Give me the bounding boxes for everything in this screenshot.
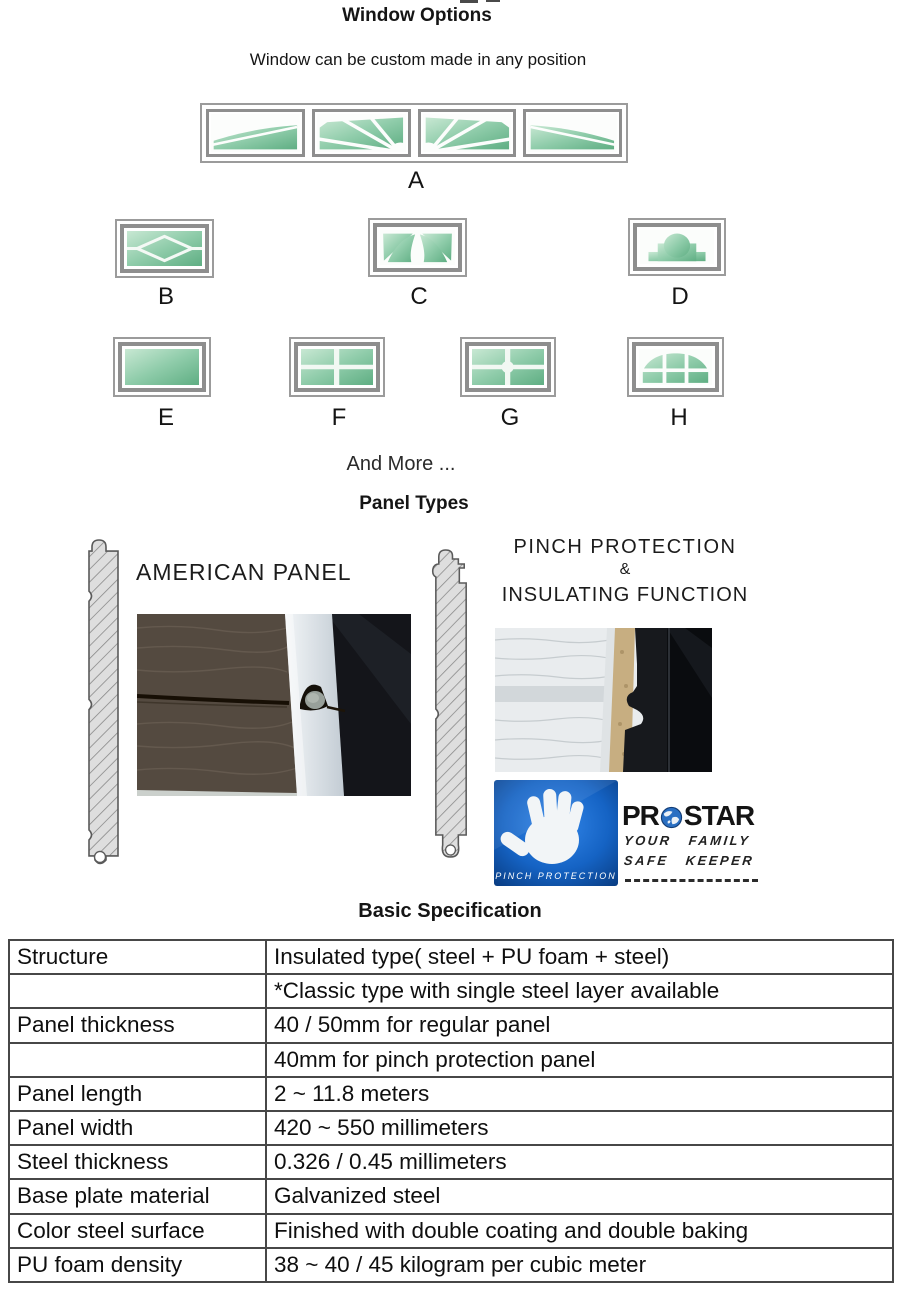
spec-label [9, 1043, 266, 1077]
window-label-f: F [331, 404, 347, 431]
globe-icon [660, 806, 683, 829]
cropped-text-artifact [486, 0, 500, 2]
spec-label: Panel width [9, 1111, 266, 1145]
window-label-b: B [157, 283, 174, 310]
table-row [9, 1077, 893, 1111]
insulating-function-heading: INSULATING FUNCTION [501, 584, 749, 606]
window-label-e: E [157, 404, 174, 431]
page-title: Window Options [342, 5, 492, 26]
window-subtitle: Window can be custom made in any position [249, 50, 587, 69]
spec-label: Structure [9, 940, 266, 974]
window-option-e [113, 337, 211, 397]
window-option-b [115, 219, 214, 278]
specification-table [8, 939, 894, 1283]
table-row [9, 1248, 893, 1282]
table-row [9, 1111, 893, 1145]
window-option-d [628, 218, 726, 276]
window-label-g: G [500, 404, 520, 431]
spec-value: Galvanized steel [266, 1179, 893, 1213]
window-label-h: H [670, 404, 688, 431]
pinch-protection-logo [494, 780, 618, 886]
spec-value: 40 / 50mm for regular panel [266, 1008, 893, 1042]
window-label-d: D [671, 283, 689, 310]
table-row [9, 1179, 893, 1213]
table-row [9, 1043, 893, 1077]
plain-glass-window-icon [118, 342, 206, 392]
window-label-c: C [410, 283, 428, 310]
pinch-protection-heading: PINCH PROTECTION [513, 536, 737, 558]
spec-label: Base plate material [9, 1179, 266, 1213]
spec-label [9, 974, 266, 1008]
sunrise-left-pane-icon [206, 109, 305, 157]
diamond-window-icon [120, 224, 209, 273]
brand-text-post: STAR [683, 800, 755, 831]
spec-label: Panel length [9, 1077, 266, 1111]
american-panel-joint-photo [137, 614, 411, 796]
four-pane-diamond-window-icon [465, 342, 551, 392]
table-row [9, 940, 893, 974]
and-more-text: And More ... [346, 453, 456, 475]
arched-window-icon [632, 342, 719, 392]
window-option-g [460, 337, 556, 397]
pinch-protection-panel-joint-photo [495, 628, 712, 772]
window-option-f [289, 337, 385, 397]
spec-label: Panel thickness [9, 1008, 266, 1042]
spec-value: 38 ~ 40 / 45 kilogram per cubic meter [266, 1248, 893, 1282]
four-pane-window-icon [294, 342, 380, 392]
brand-tagline-line2: SAFE KEEPER [623, 853, 756, 868]
spec-value: Insulated type( steel + PU foam + steel) [266, 940, 893, 974]
spec-value: 0.326 / 0.45 millimeters [266, 1145, 893, 1179]
panel-types-title: Panel Types [359, 493, 469, 514]
spec-label: Color steel surface [9, 1214, 266, 1248]
american-panel-label: AMERICAN PANEL [136, 559, 352, 585]
spec-value: 2 ~ 11.8 meters [266, 1077, 893, 1111]
spec-label: PU foam density [9, 1248, 266, 1282]
panel-cross-section-right-drawing [429, 547, 474, 865]
cropped-text-artifact [460, 0, 478, 3]
pinch-protection-caption: PINCH PROTECTION [495, 871, 617, 881]
ampersand-text: & [619, 561, 631, 578]
fan-arch-window-icon [373, 223, 462, 272]
window-option-c [368, 218, 467, 277]
table-row [9, 1008, 893, 1042]
table-row [9, 1145, 893, 1179]
spec-value: *Classic type with single steel layer available [266, 974, 893, 1008]
spec-value: 420 ~ 550 millimeters [266, 1111, 893, 1145]
window-option-h [627, 337, 724, 397]
basic-specification-title: Basic Specification [358, 900, 542, 922]
spec-value: 40mm for pinch protection panel [266, 1043, 893, 1077]
spec-label: Steel thickness [9, 1145, 266, 1179]
table-row [9, 974, 893, 1008]
stepped-dome-window-icon [633, 223, 721, 271]
brand-tagline-line1: YOUR FAMILY [623, 833, 752, 848]
table-row [9, 1214, 893, 1248]
tagline-underline [625, 879, 758, 882]
brand-text-pre: PR [622, 800, 659, 831]
prostar-brand [622, 800, 772, 832]
panel-cross-section-left-drawing [83, 537, 125, 868]
sunrise-right-pane-icon [523, 109, 622, 157]
sunburst-right-pane-icon [312, 109, 411, 157]
sunburst-left-pane-icon [418, 109, 517, 157]
window-label-a: A [407, 167, 424, 194]
spec-value: Finished with double coating and double baking [266, 1214, 893, 1248]
window-option-a [200, 103, 628, 163]
